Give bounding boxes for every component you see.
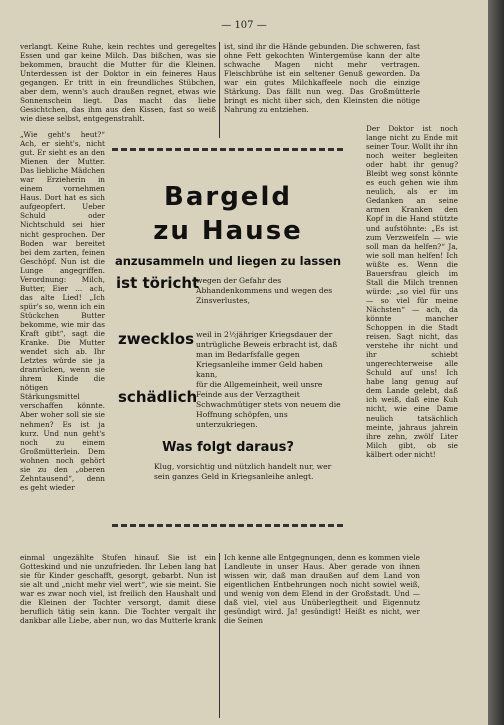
ad-keyword-toericht: ist töricht: [116, 274, 200, 292]
text-middle-left: „Wie geht's heut?“ Ach, er sieht's, nicht gut. Er sieht es an den Mienen der Mutter. Das liebliche Mädchen war Erzieherin in einem vornehmen Haus. Dort hat es sich aufgeopfert. Ueber Schuld oder Nichtschuld sei hier nicht gesprochen. Der Boden war bereitet bei dem zarten, feinen Geschöpf. Nun ist die Lunge angegriffen. Verordnung: Milch, Butter, Eier ... ach, das alte Lied! „Ich spür's so, wenn ich ein Stückchen Butter bekomme, wie mir das Kraft gibt“, sagt die Kranke. Die Mutter wendet sich ab. Ihr Letztes würde sie ja dranrücken, wenn sie ihrem Kinde die nötigen Stärkungsmittel verschaffen könnte. Aber woher soll sie sie nehmen? Es ist ja kurz. Und nun geht's noch zu einem Großmütterlein. Dem wohnen noch gehört sie zu den „oberen Zehntausend“, denn es geht wieder: [20, 130, 105, 492]
text-bottom-right: Ich kenne alle Entgegnungen, denn es kommen viele Landleute in unser Haus. Aber gerade von ihnen wissen wir, daß man draußen auf dem Land von eigentlichen Entbehrungen noch nicht sowiel weiß, und wenig von dem Elend in der Großstadt. Und — daß viel, viel aus Unüberlegtheit und Eigennutz gesündigt wird. Ja! gesündigt! Heißt es nicht, wer die Seinen: [224, 553, 420, 626]
article-column-top-left: [20, 42, 216, 139]
text-top-left: verlangt. Keine Ruhe, kein rechtes und geregeltes Essen und gar keine Milch. Das bißchen, was sie bekommen, braucht die Mutter für die Kleinen. Unterdessen ist der Doktor in ein feineres Haus gegangen. Er tritt in ein freundliches Stübchen, aber dem, wenn's auch draußen regnet, etwas wie Sonnenschein liegt. Das macht das liebe Gesichtchen, das ihm aus den Kissen, fast so weiß wie diese selbst, entgegenstrahlt.: [20, 42, 216, 124]
page-number: — 107 —: [221, 20, 267, 31]
book-spine-edge: [488, 0, 504, 725]
ad-title-line-2: zu Hause: [153, 216, 303, 246]
text-middle-right: Der Doktor ist noch lange nicht zu Ende mit seiner Tour. Wollt ihr ihn noch weiter begleiten oder habt ihr genug? Bleibt weg sonst könnte es euch gehen wie ihm neulich, als er im Gedanken an seine armen Kranken den Kopf in die Hand stützte und aufstöhnte: „Es ist zum Verzweifeln — wie soll man da helfen?“ Ja, wie soll man helfen! Ich wüßte es. Wenn die Bauersfrau gleich im Stall die Milch trennen würde: „so viel für uns — so viel für meine Nächsten“ — ach, da könnte mancher Schoppen in die Stadt reisen. Sagt nicht, das verstehe ihr nicht und ihr schiebt ungerechterweise alle Schuld auf uns! Ich habe lang genug auf dem Lande gelebt, daß ich weiß, daß eine Kuh nicht, wie eine Dame neulich tatsächlich meinte, jahraus jahrein ihre zehn, zwölf Liter Milch gibt, ob sie kälbert oder nicht!: [366, 124, 458, 459]
ad-subtitle: anzusammeln und liegen zu lassen: [114, 254, 342, 268]
ad-question: Was folgt daraus?: [162, 440, 294, 455]
article-column-middle-left: [20, 130, 105, 550]
text-top-right: ist, sind ihr die Hände gebunden. Die schweren, fast ohne Fett gekochten Wintergemüse kann der alte schwache Magen nicht mehr vertragen. Fleischbrühe ist ein seltener Genuß geworden. Da war ein gutes Milchkaffeele noch die einzige Stärkung. Das fällt nun weg. Das Großmütterle bringt es nicht über sich, den Kleinsten die nötige Nahrung zu entziehen.: [224, 42, 420, 115]
article-column-bottom-left: [20, 553, 216, 718]
article-column-middle-right: [366, 124, 458, 550]
ad-reason-1: wegen der Gefahr des Abhandenkommens und wegen des Zinsverlustes,: [196, 276, 333, 305]
article-column-bottom-right: [224, 553, 420, 718]
ad-rule-bottom: [112, 524, 344, 527]
war-bond-advertisement: [112, 140, 344, 536]
ad-title-line-1: Bargeld: [164, 182, 292, 212]
ad-answer: Klug, vorsichtig und nützlich handelt nur, wer sein ganzes Geld in Kriegsanleihe anlegt.: [154, 462, 332, 481]
column-divider-top: [219, 42, 220, 138]
ad-keyword-schaedlich: schädlich: [118, 388, 198, 406]
ad-rule-top: [112, 148, 344, 151]
ad-keyword-zwecklos: zwecklos: [118, 330, 195, 348]
column-divider-bottom: [219, 553, 220, 718]
ad-reason-2: weil in 2½jähriger Kriegsdauer der untrügliche Beweis erbracht ist, daß man im Bedarfsfalle gegen Kriegsanleihe immer Geld haben kann,: [196, 330, 338, 379]
ad-reason-3: für die Allgemeinheit, weil unsre Feinde aus der Verzagtheit Schwachmütiger stets von neuem die Hoffnung schöpfen, uns unterzukriegen.: [196, 380, 341, 429]
text-bottom-left: einmal ungezählte Stufen hinauf. Sie ist ein Gotteskind und nie unzufrieden. Ihr Leben lang hat sie für Kinder geschafft, gesorgt, gebarbt. Nun ist sie alt und „nicht mehr viel wert“, wie sie meint. Sie war es zwar noch viel, ist freilich den Haushalt und die Kleinen der Tochter versorgt, damit diese beruflich tätig sein kann. Die Tochter vergalt ihr dankbar alle Liebe, aber nun, wo das Mutterle krank: [20, 553, 216, 626]
